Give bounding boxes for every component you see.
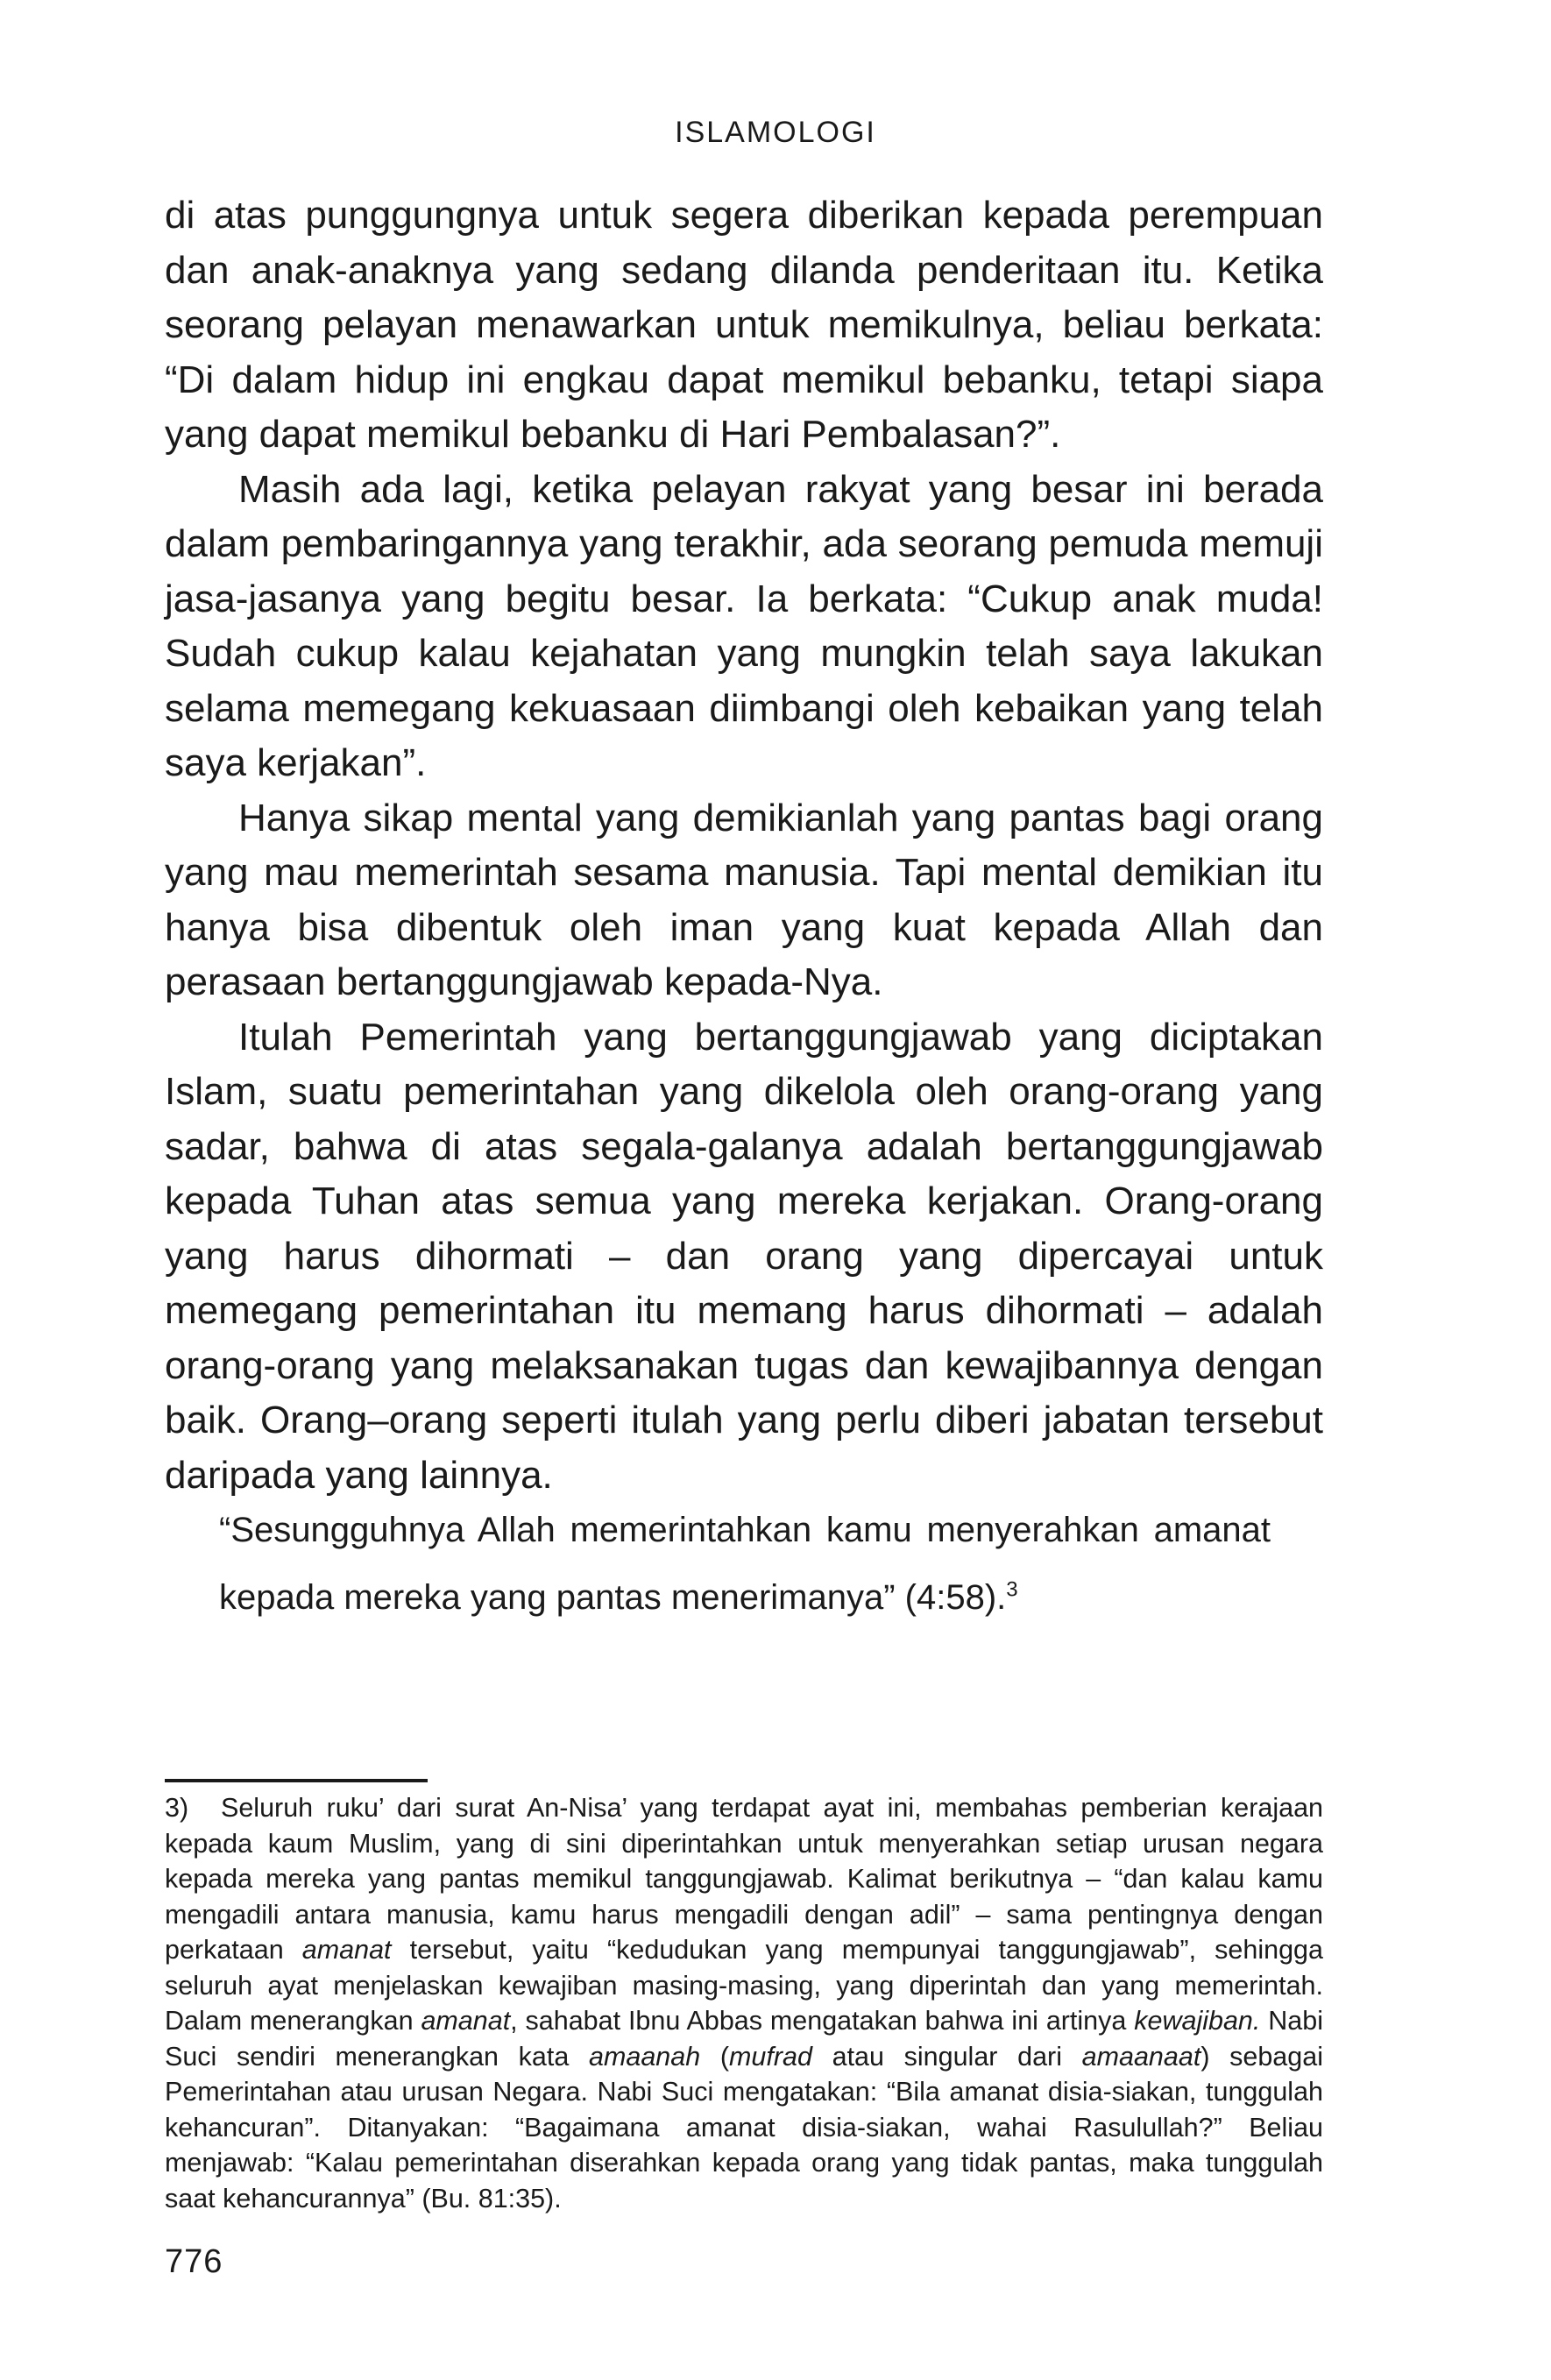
quran-quote	[219, 1497, 1271, 1632]
footnote-text-segment: ) sebagai Pemerintahan atau urusan Negara. Nabi Suci mengatakan: “Bila amanat disia-siakan, tunggulah kehancuran”. Ditanyakan: “Bagaimana amanat disia-siakan, wahai Rasulullah?” Beliau menjawab: “Kalau pemerintahan diserahkan kepada orang yang tidak pantas, maka tunggulah saat kehancurannya” (Bu. 81:35).	[165, 2041, 1323, 2214]
footnote-italic-term: mufrad	[729, 2041, 812, 2072]
footnote-text-segment: (	[700, 2041, 730, 2072]
main-text	[165, 188, 1323, 1503]
footnote-text-segment: tersebut, yaitu “kedudukan yang mempunyai tanggungjawab”, sehingga seluruh ayat menjelaskan kewajiban masing-masing, yang diperintah dan yang memerintah. Dalam menerangkan	[165, 1935, 1323, 2036]
footnote-reference[interactable]: 3	[1006, 1577, 1018, 1602]
footnote-italic-term: amanat	[301, 1935, 392, 1965]
page-number: 776	[165, 2243, 223, 2280]
paragraph: Itulah Pemerintah yang bertanggungjawab yang diciptakan Islam, suatu pemerintahan yang dikelola oleh orang-orang yang sadar, bahwa di atas segala-galanya adalah bertanggungjawab kepada Tuhan atas semua yang mereka kerjakan. Orang-orang yang harus dihormati – dan orang yang dipercayai untuk memegang pemerintahan itu memang harus dihormati – adalah orang-orang yang melaksanakan tugas dan kewajibannya dengan baik. Orang–orang seperti itulah yang perlu diberi jabatan tersebut daripada yang lainnya.	[165, 1015, 1323, 1497]
paragraph-continued: di atas punggungnya untuk segera diberikan kepada perempuan dan anak-anaknya yang sedang dilanda penderitaan itu. Ketika seorang pelayan menawarkan untuk memikulnya, beliau berkata: “Di dalam hidup ini engkau dapat memikul bebanku, tetapi siapa yang dapat memikul bebanku di Hari Pembalasan?”.	[165, 194, 1323, 456]
footnote-text-segment: Seluruh ruku’ dari surat An-Nisa’ yang terdapat ayat ini, membahas pemberian kerajaan kepada kaum Muslim, yang di sini diperintahkan untuk menyerahkan setiap urusan negara kepada mereka yang pantas memikul tanggungjawab. Kalimat berikutnya – “dan kalau kamu mengadili antara manusia, kamu harus mengadili dengan adil” – sama pentingnya dengan perkataan	[165, 1793, 1323, 1965]
footnote	[165, 1790, 1323, 2216]
running-header: ISLAMOLOGI	[675, 116, 876, 149]
footnote-number: 3)	[165, 1793, 189, 1823]
footnote-text-segment: atau singular dari	[811, 2041, 1082, 2072]
footnote-italic-term: amaanah	[589, 2041, 701, 2072]
footnote-text-segment: Nabi Suci sendiri menerangkan kata	[165, 2006, 1323, 2072]
footnote-text-segment: , sahabat Ibnu Abbas mengatakan bahwa ini artinya	[510, 2006, 1135, 2036]
footnote-italic-term: kewajiban.	[1134, 2006, 1261, 2036]
paragraph: Hanya sikap mental yang demikianlah yang pantas bagi orang yang mau memerintah sesama manusia. Tapi mental demikian itu hanya bisa dibentuk oleh iman yang kuat kepada Allah dan perasaan bertanggungjawab kepada-Nya.	[165, 796, 1323, 1003]
paragraph: Masih ada lagi, ketika pelayan rakyat yang besar ini berada dalam pembaringannya yang terakhir, ada seorang pemuda memuji jasa-jasanya yang begitu besar. Ia berkata: “Cukup anak muda! Sudah cukup kalau kejahatan yang mungkin telah saya lakukan selama memegang kekuasaan diimbangi oleh kebaikan yang telah saya kerjakan”.	[165, 467, 1323, 784]
footnote-text	[165, 1793, 1323, 2214]
footnote-italic-term: amanat	[421, 2006, 511, 2036]
footnote-separator	[165, 1779, 428, 1782]
footnote-italic-term: amaanaat	[1081, 2041, 1201, 2072]
quote-text: “Sesungguhnya Allah memerintahkan kamu menyerahkan amanat kepada mereka yang pantas menerimanya” (4:58).	[219, 1511, 1271, 1617]
